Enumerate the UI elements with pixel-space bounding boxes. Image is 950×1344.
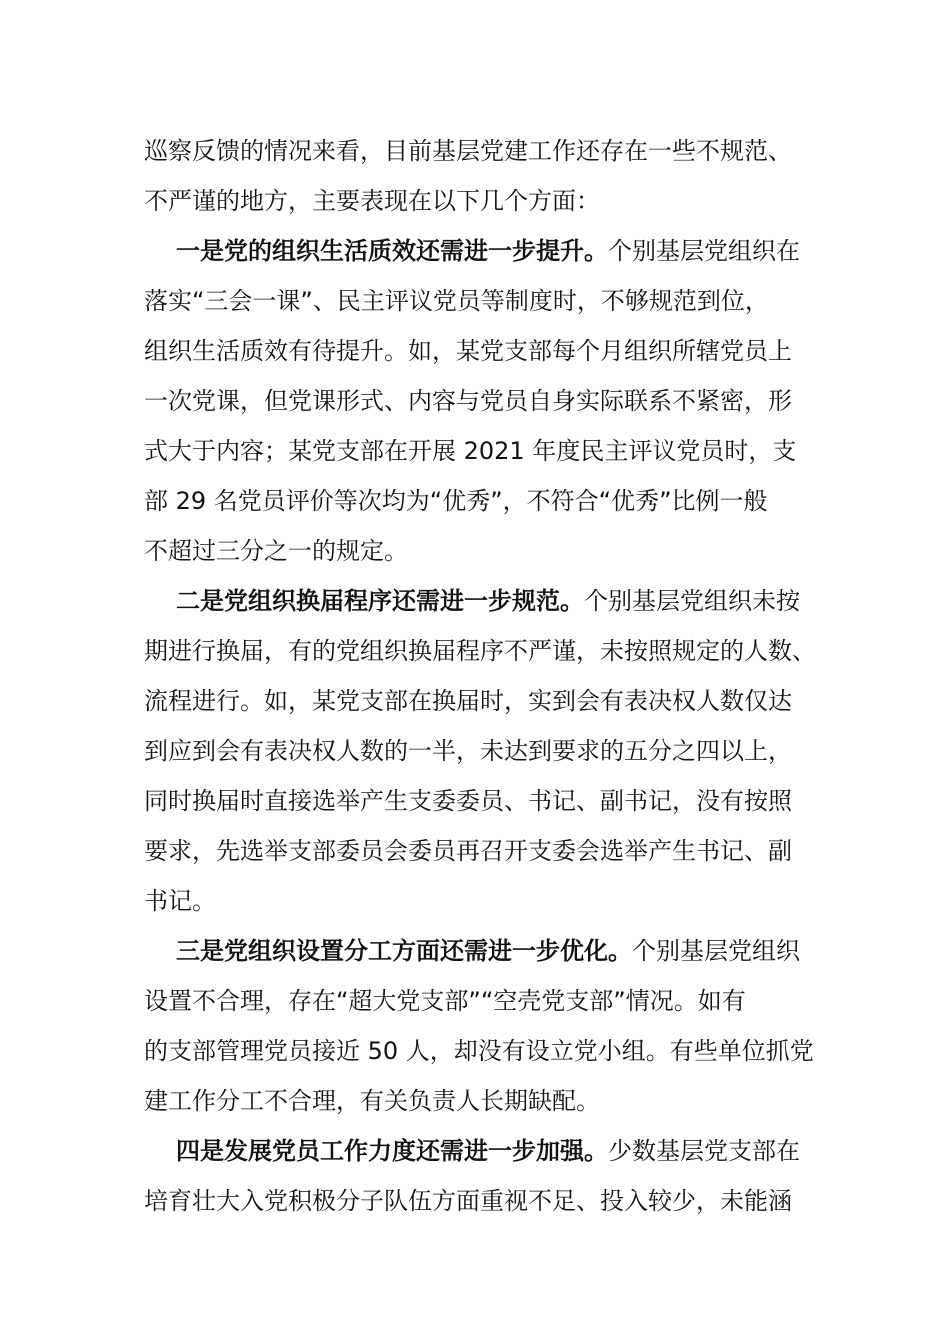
- body-text-line: 不严谨的地方，主要表现在以下几个方面：: [144, 187, 600, 215]
- paragraph-first-line: [176, 1135, 800, 1167]
- body-text-line: 一次党课，但党课形式、内容与党员自身实际联系不紧密，形: [144, 387, 792, 415]
- paragraph-first-line: [176, 585, 800, 617]
- section-heading: 一是党的组织生活质效还需进一步提升。: [176, 237, 608, 265]
- body-text-line: 组织生活质效有待提升。如，某党支部每个月组织所辖党员上: [144, 337, 792, 365]
- body-text: 个别基层党组织: [632, 937, 800, 965]
- body-text: 少数基层党支部在: [608, 1137, 800, 1165]
- body-text-line: 部 29 名党员评价等次均为“优秀”，不符合“优秀”比例一般: [144, 487, 768, 515]
- body-text-line: 同时换届时直接选举产生支委委员、书记、副书记，没有按照: [144, 787, 792, 815]
- body-text-line: 的支部管理党员接近 50 人，却没有设立党小组。有些单位抓党: [144, 1037, 814, 1065]
- body-text-line: 培育壮大入党积极分子队伍方面重视不足、投入较少，未能涵: [144, 1187, 792, 1215]
- body-text: 个别基层党组织未按: [584, 587, 800, 615]
- section-heading: 二是党组织换届程序还需进一步规范。: [176, 587, 584, 615]
- section-heading: 三是党组织设置分工方面还需进一步优化。: [176, 937, 632, 965]
- section-heading: 四是发展党员工作力度还需进一步加强。: [176, 1137, 608, 1165]
- paragraph-first-line: [176, 235, 800, 267]
- body-text-line: 不超过三分之一的规定。: [144, 537, 408, 565]
- body-text-line: 到应到会有表决权人数的一半，未达到要求的五分之四以上，: [144, 737, 792, 765]
- body-text-line: 式大于内容；某党支部在开展 2021 年度民主评议党员时，支: [144, 437, 797, 465]
- body-text-line: 建工作分工不合理，有关负责人长期缺配。: [144, 1087, 600, 1115]
- body-text-line: 巡察反馈的情况来看，目前基层党建工作还存在一些不规范、: [144, 137, 792, 165]
- paragraph-first-line: [176, 935, 800, 967]
- body-text-line: 流程进行。如，某党支部在换届时，实到会有表决权人数仅达: [144, 687, 792, 715]
- body-text: 个别基层党组织在: [608, 237, 800, 265]
- body-text-line: 书记。: [144, 887, 216, 915]
- body-text-line: 设置不合理，存在“超大党支部”“空壳党支部”情况。如有: [144, 987, 746, 1015]
- body-text-line: 落实“三会一课”、民主评议党员等制度时，不够规范到位，: [144, 287, 769, 315]
- body-text-line: 要求，先选举支部委员会委员再召开支委会选举产生书记、副: [144, 837, 792, 865]
- body-text-line: 期进行换届，有的党组织换届程序不严谨，未按照规定的人数、: [144, 637, 816, 665]
